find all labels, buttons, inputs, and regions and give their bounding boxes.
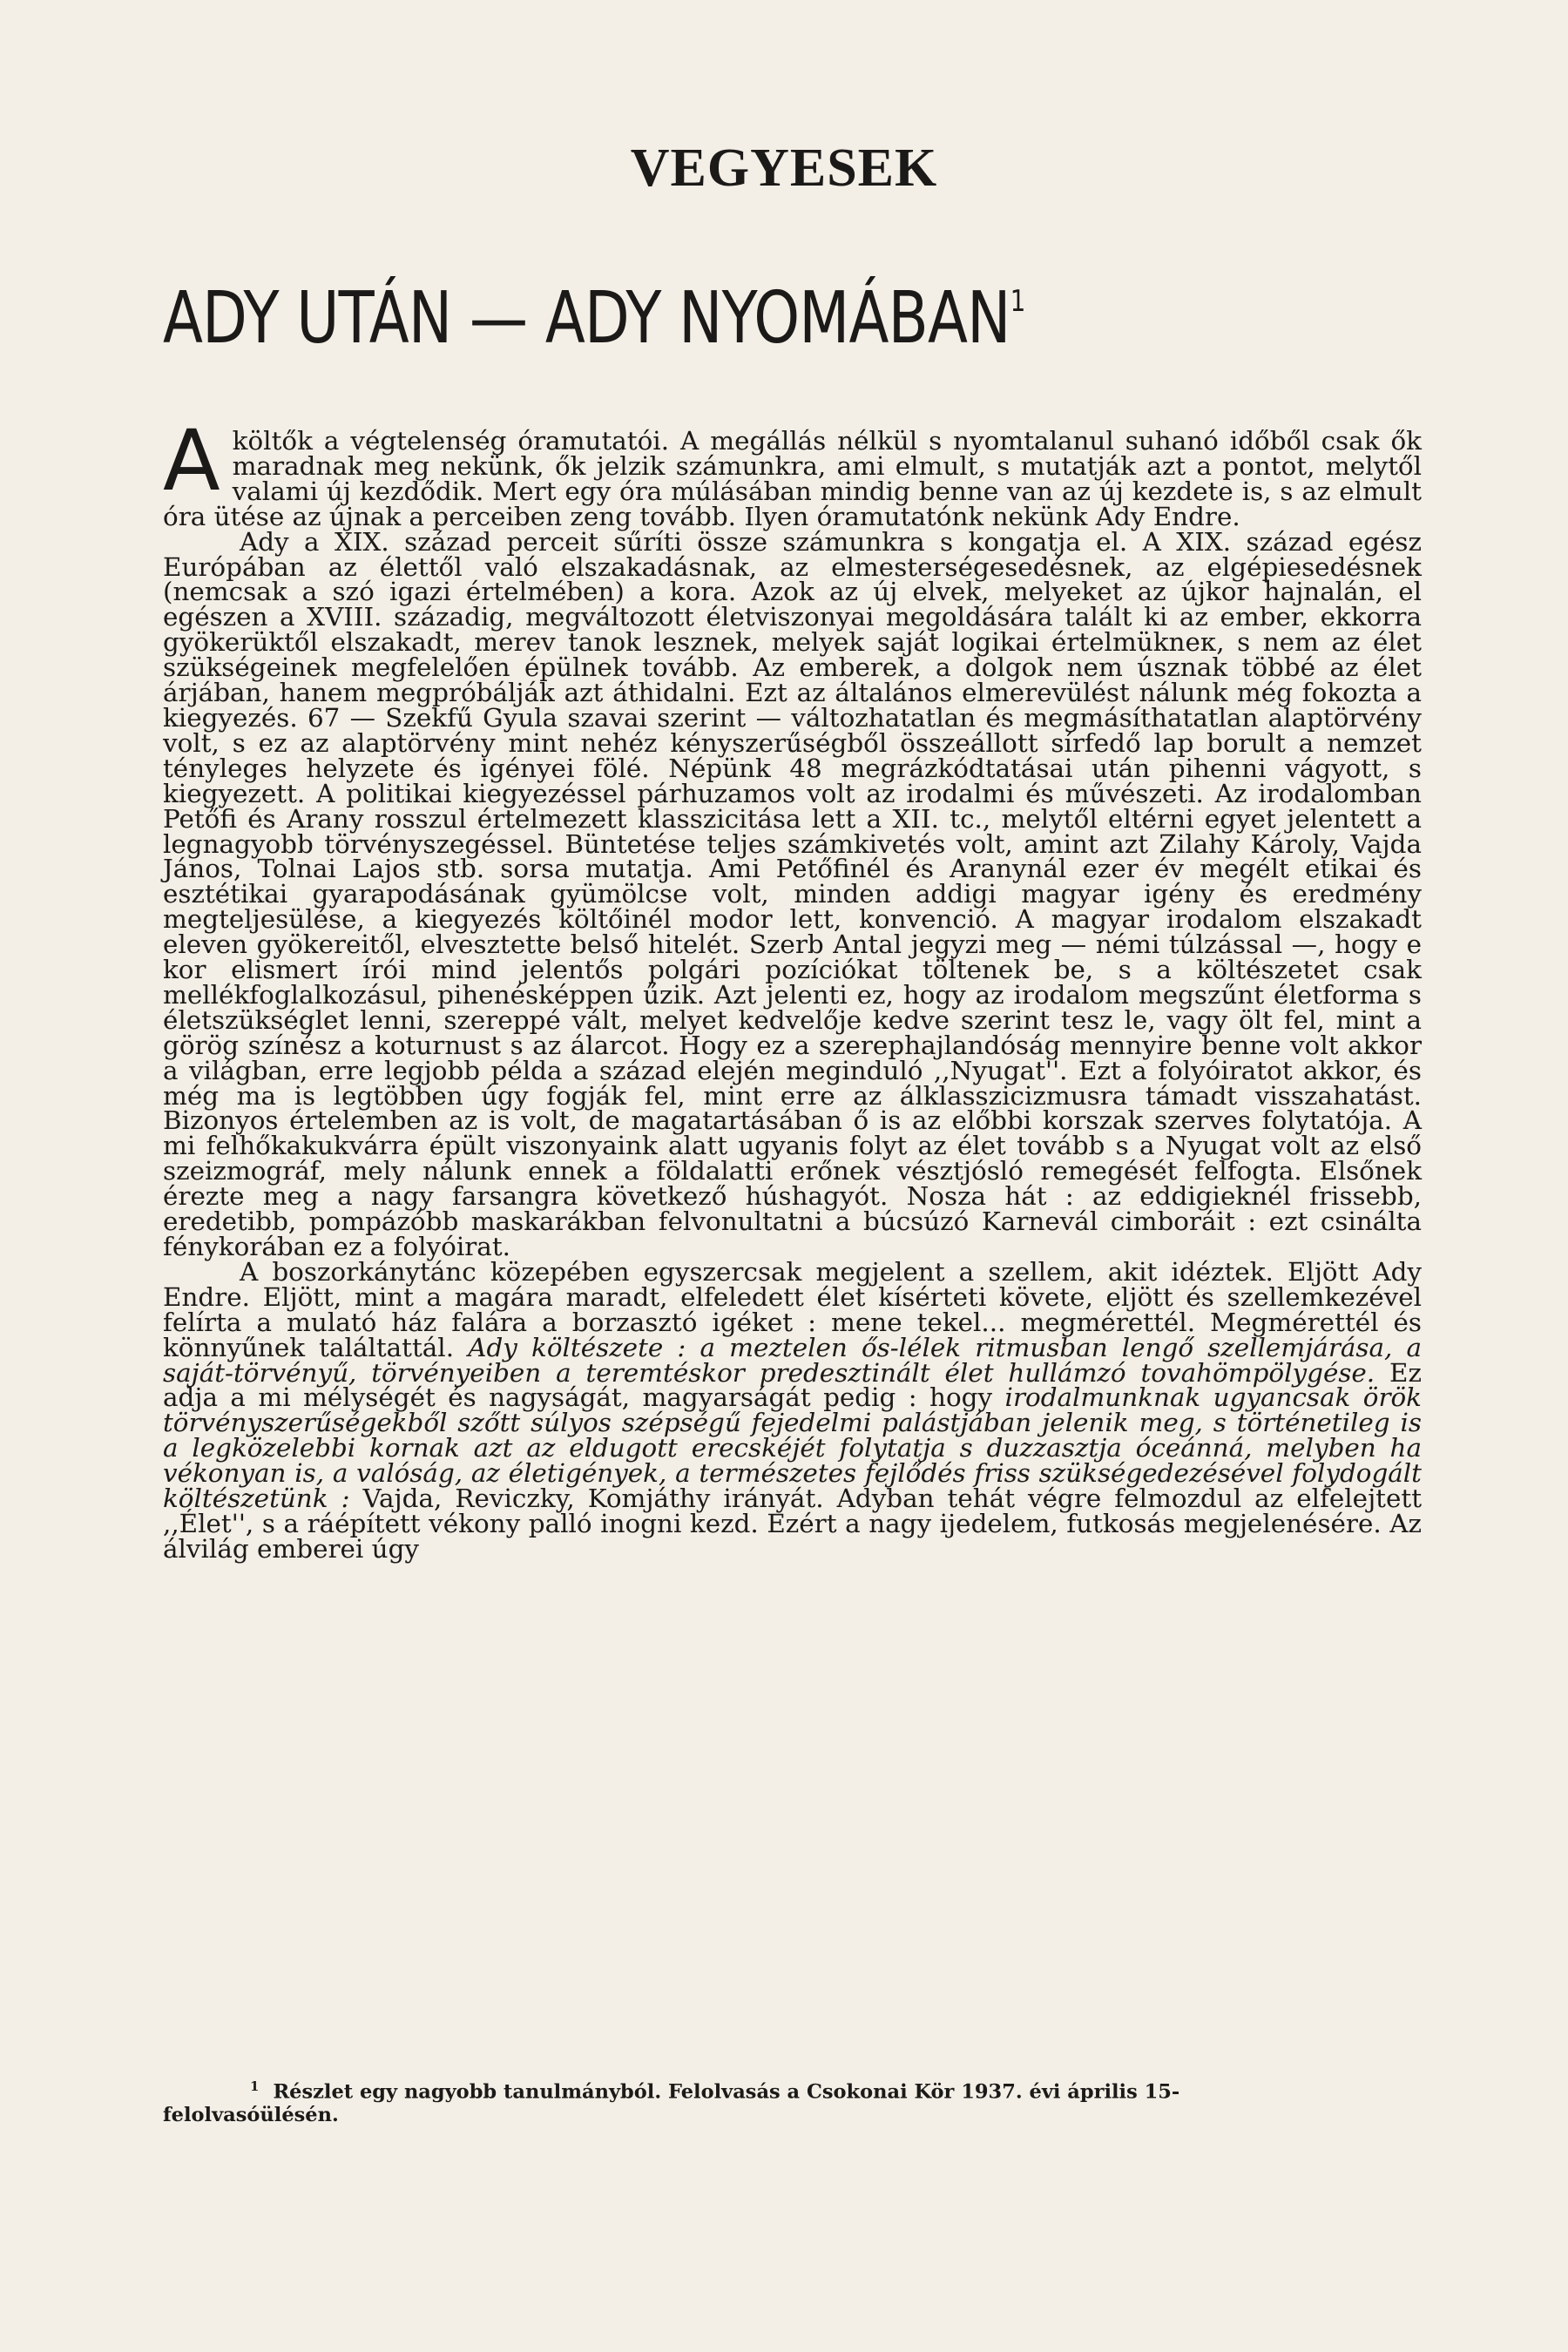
paragraph-2: Ady a XIX. század perceit sűríti össze számunkra s kongatja el. A XIX. század egész Európában az élettől való elszakadásnak, az elmesterségesedésnek, az elgépiesedésnek (nemcsak a szó igazi értelmében) a kora. Azok az új elvek, melyeket az újkor hajnalán, el egészen a XVIII. századig, megváltozott életviszonyai megoldására talált ki az ember, ekkorra gyökerüktől elszakadt, merev tanok lesznek, melyek saját logikai értelmükneк, s nem az élet szükségeinek megfelelően épülnek tovább. Az emberek, a dolgok nem úsznak többé az élet árjában, hanem megpróbálják azt áthidalni. Ezt az általános elmerevülést nálunk még fokozta a kiegyezés. 67 — Szekfű Gyula szavai szerint — változhatatlan és megmásíthatatlan alaptörvény volt, s ez az alaptörvény mint nehéz kényszerűségből összeállott sírfedő lap borult a nemzet tényleges helyzete és igényei fölé. Népünk 48 megrázkódtatásai után pihenni vágyott, s kiegyezett. A politikai kiegyezéssel párhuzamos volt az irodalmi és művészeti. Az irodalomban Petőfi és Arany rosszul értelmezett klasszicitása lett a XII. tc., melytől eltérni egyet jelentett a legnagyobb törvényszegéssel. Büntetése teljes számkivetés volt, amint azt Zilahy Károly, Vajda János, Tolnai Lajos stb. sorsa mutatja. Ami Petőfinél és Aranynál ezer év megélt etikai és esztétikai gyarapodásának gyümölcse volt, minden addigi magyar igény és eredmény megteljesülése, a kiegyezés költőinél modor lett, konvenció. A magyar irodalom elszakadt eleven gyökereitől, elvesztette belső hitelét. Szerb Antal jegyzi meg — némi túlzással —, hogy e kor elismert írói mind jelentős polgári pozíciókat töltenek be, s a költészetet csak mellékfoglalkozásul, pihenésképpen űzik. Azt jelenti ez, hogy az irodalom megszűnt életforma s életszükséglet lenni, szereppé vált, melyet kedvelője kedve szerint tesz le, vagy ölt fel, mint a görög színész a koturnust s az álarcot. Hogy ez a szerephajlandóság mennyire benne volt akkor a világban, erre legjobb példa a század elején meginduló ,,Nyugat''. Ezt a folyóiratot akkor, és még ma is legtöbben úgy fogják fel, mint erre az álklasszicizmusra támadt visszahatást. Bizonyos értelemben az is volt, de magatartásában ő is az előbbi korszak szerves folytatója. A mi felhőkakukvárra épült viszonyaink alatt ugyanis folyt az élet tovább s a Nyugat volt az első szeizmográf, mely nálunk ennek a földalatti erőnek vésztjósló remegését felfogta. Elsőnek érezte meg a nagy farsangra következő húshagyót. Nosza hát : az eddigieknél frissebb, eredetibb, pompázóbb maskarákban felvonultatni a búcsúzó Karnevál cimboráit : ezt csinálta fénykorában ez a folyóirat. [163,526,1422,1261]
drop-cap: A [163,412,220,510]
paragraph-3-italic-2: irodalmunknak ugyancsak örök törvényszerűségekből szőtt súlyos szépségű fejedelmi palástjában jelenik meg, s történetileg is a legközelebbi kornak azt az eldugott erecskéjét folytatja s duzzasztja óceánná, melyben ha vékonyan is, a valóság, az életigények, a természetes fejlődés friss szükségedezésével folydogált költészetünk : [163,1382,1422,1514]
article-title-text: ADY UTÁN — ADY NYOMÁBAN [163,277,1010,360]
paragraph-1 [163,412,1422,531]
section-title: VEGYESEK [630,139,938,198]
footnote-text: Részlet egy nagyobb tanulmányból. Felolvasás a Csokonai Kör 1937. évi április 15- [273,2080,1180,2104]
paragraph-3-text-a: A boszorkánytánc közepében egyszercsak megjelent a szellem, akit idéztek. Eljött Ady Endre. Eljött, mint a magára maradt, elfeledett élet kísérteti követe, eljött és szellemkezével felírta a mulató ház falára a borzasztó igéket : mene tekel... megmérettél. Megmérettél és könnyűnek találtattál. [163,1256,1422,1362]
paragraph-3-text-b: Ez adja a mi mélységét és nagyságát, magyarságát pedig : hogy [163,1357,1422,1413]
paragraph-3-italic-1: Ady költészete : a meztelen ős-lélek ritmusban lengő szellemjárása, a saját-törvényű, törvényeiben a teremtéskor predesztinált élet hullámzó tovahömpölygése. [163,1332,1423,1388]
paragraph-1-text: költők a végtelenség óramutatói. A megállás nélkül s nyomtalanul suhanó időből csak ők maradnak meg nekünk, ők jelzik számunkra, ami elmult, s mutatják azt a pontot, melytől valami új kezdődik. Mert egy óra múlásában mindig benne van az új kezdete is, s az elmult óra ütése az újnak a perceiben zeng tovább. Ilyen óramutatónk nekünk Ady Endre. [163,426,1422,531]
footnote-text-cont: felolvasóülésén. [163,2103,339,2126]
article-title [163,277,1025,360]
footnote [163,2075,1422,2126]
title-footnote-ref[interactable]: 1 [1010,283,1025,319]
footnote-mark: 1 [250,2078,260,2094]
paragraph-3 [163,1256,1423,1564]
article-body [163,412,1423,1564]
paragraph-3-text-c: Vajda, Reviczky, Komjáthy irányát. Adyban tehát végre felmozdul az elfelejtett ,,Élet'', s a ráépített vékony palló inogni kezd. Ezért a nagy ijedelem, futkosás megjelenésére. Az álvilág emberei úgy [163,1484,1423,1564]
footnote-first-line [163,2075,1422,2104]
